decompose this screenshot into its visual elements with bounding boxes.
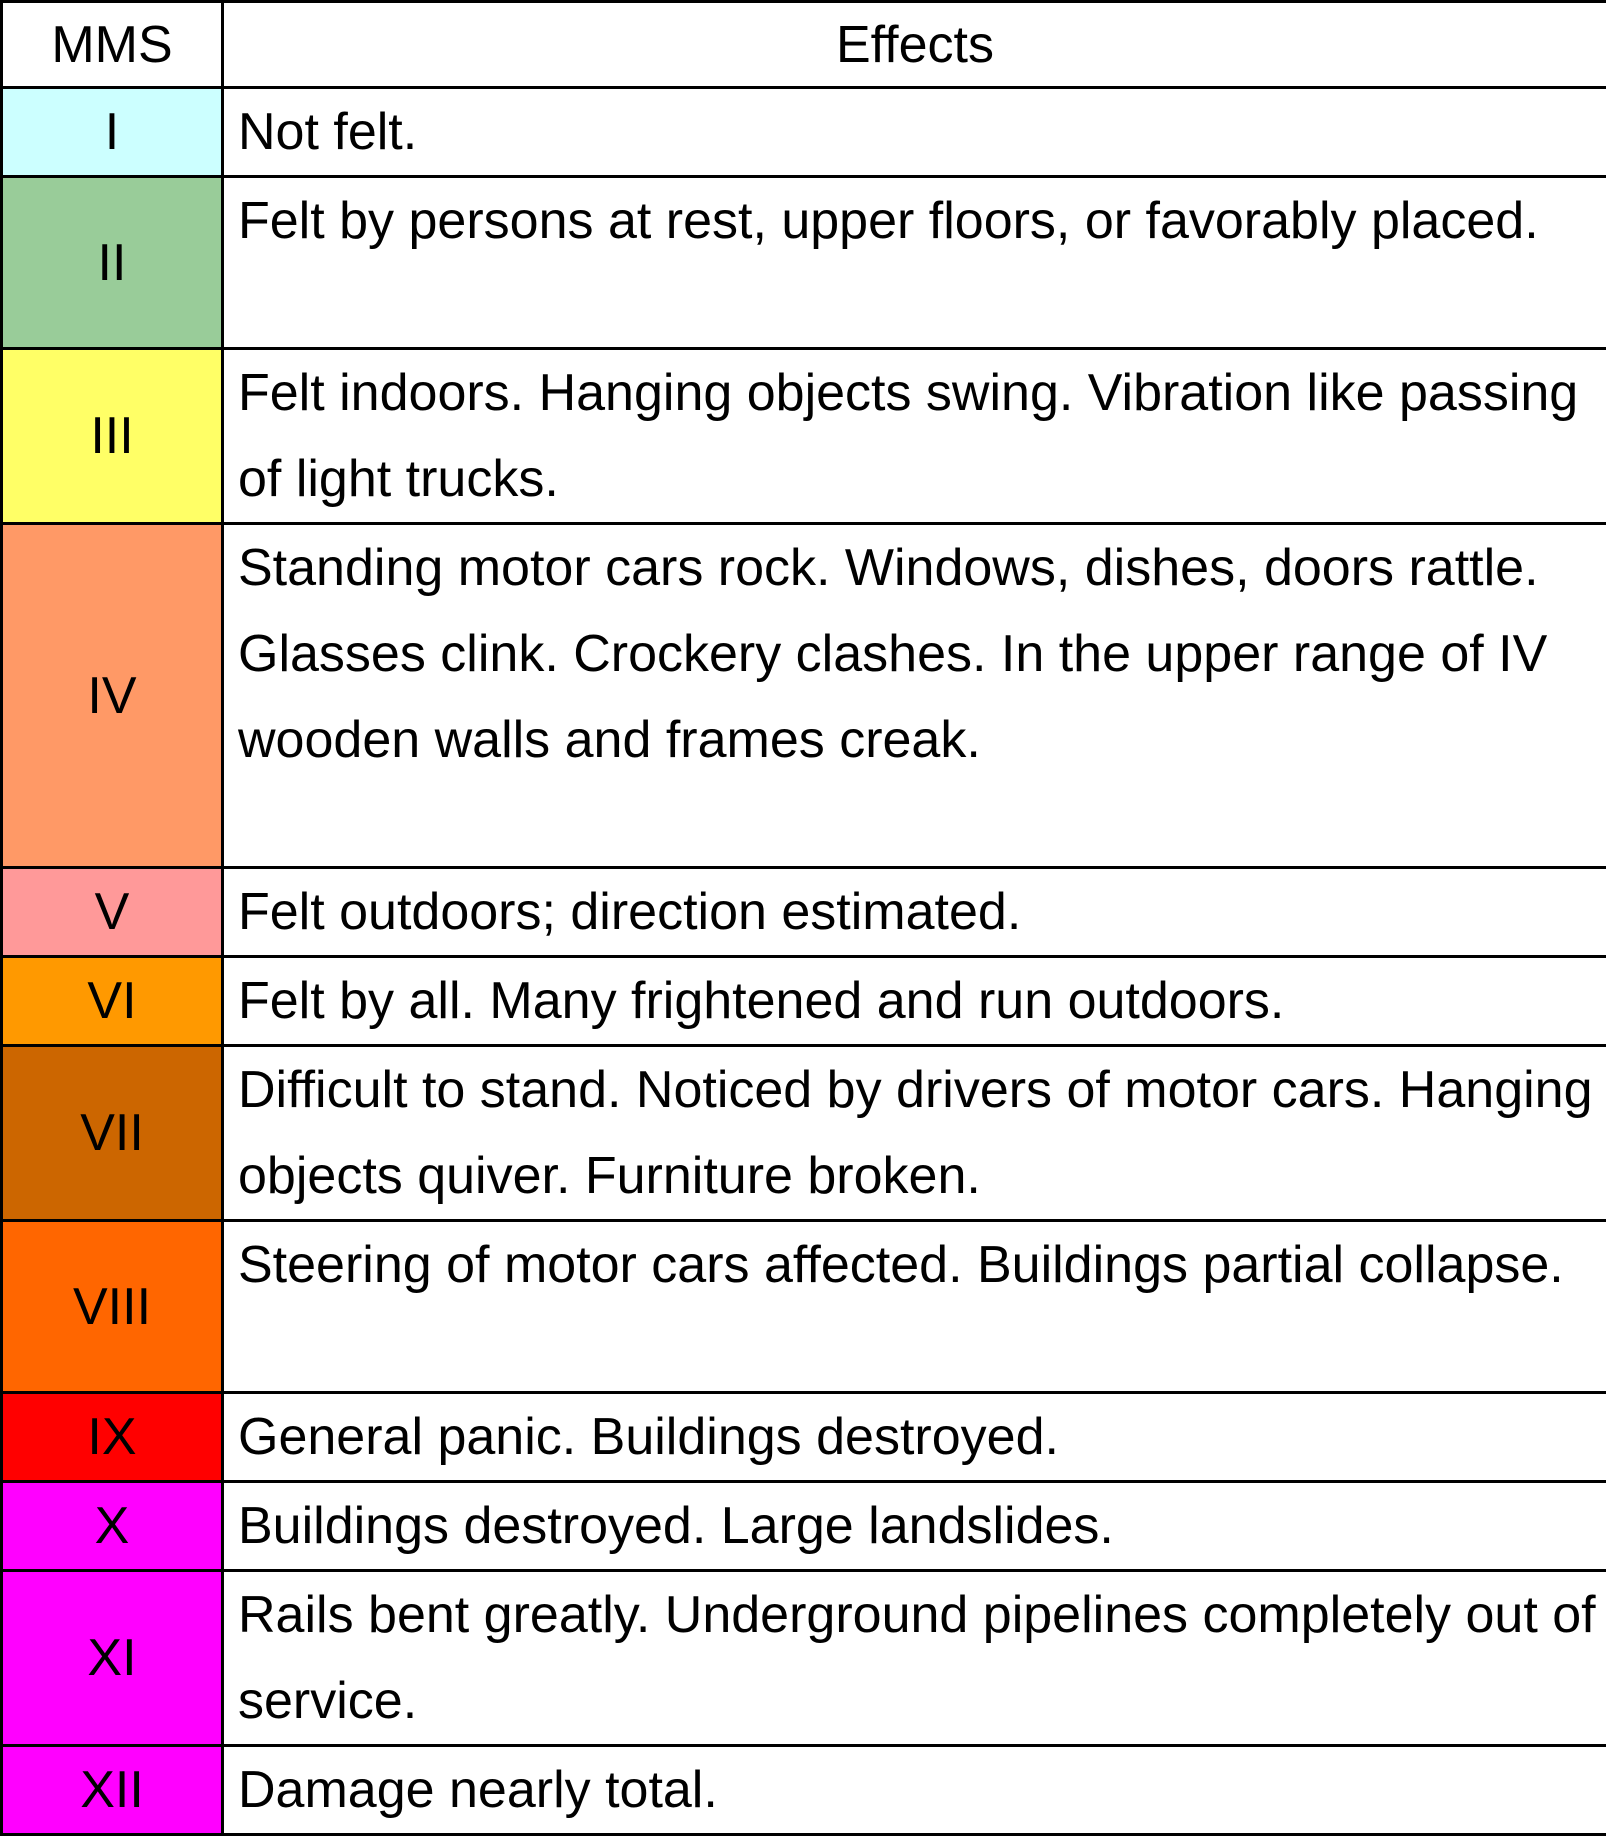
table-row	[2, 177, 1606, 349]
mms-level: II	[2, 177, 223, 349]
effect-description: Not felt.	[223, 88, 1606, 177]
effect-description: Felt by persons at rest, upper floors, or favorably placed.	[223, 177, 1606, 349]
header-row	[2, 2, 1606, 88]
table-row	[2, 524, 1606, 868]
effect-description: Steering of motor cars affected. Buildings partial collapse.	[223, 1221, 1606, 1393]
mms-level: X	[2, 1482, 223, 1571]
table-row	[2, 349, 1606, 524]
mms-level: I	[2, 88, 223, 177]
effect-description: Damage nearly total.	[223, 1746, 1606, 1835]
table-row	[2, 1482, 1606, 1571]
mms-level: VIII	[2, 1221, 223, 1393]
effect-description: Felt indoors. Hanging objects swing. Vibration like passing of light trucks.	[223, 349, 1606, 524]
table-row	[2, 868, 1606, 957]
effect-description: Buildings destroyed. Large landslides.	[223, 1482, 1606, 1571]
effect-description: Difficult to stand. Noticed by drivers of motor cars. Hanging objects quiver. Furniture broken.	[223, 1046, 1606, 1221]
table-row	[2, 88, 1606, 177]
table-row	[2, 1571, 1606, 1746]
mms-level: VI	[2, 957, 223, 1046]
mms-level: III	[2, 349, 223, 524]
mms-level: XI	[2, 1571, 223, 1746]
table-row	[2, 1746, 1606, 1835]
table-row	[2, 1393, 1606, 1482]
mms-level: XII	[2, 1746, 223, 1835]
header-effects: Effects	[223, 2, 1606, 88]
table-row	[2, 1046, 1606, 1221]
mms-level: V	[2, 868, 223, 957]
effect-description: Standing motor cars rock. Windows, dishes, doors rattle. Glasses clink. Crockery clashes. In the upper range of IV wooden walls and frames creak.	[223, 524, 1606, 868]
effect-description: Felt outdoors; direction estimated.	[223, 868, 1606, 957]
effect-description: Rails bent greatly. Underground pipelines completely out of service.	[223, 1571, 1606, 1746]
table-row	[2, 1221, 1606, 1393]
mms-level: IV	[2, 524, 223, 868]
mms-level: IX	[2, 1393, 223, 1482]
effect-description: General panic. Buildings destroyed.	[223, 1393, 1606, 1482]
effect-description: Felt by all. Many frightened and run outdoors.	[223, 957, 1606, 1046]
mms-level: VII	[2, 1046, 223, 1221]
header-mms: MMS	[2, 2, 223, 88]
table-row	[2, 957, 1606, 1046]
